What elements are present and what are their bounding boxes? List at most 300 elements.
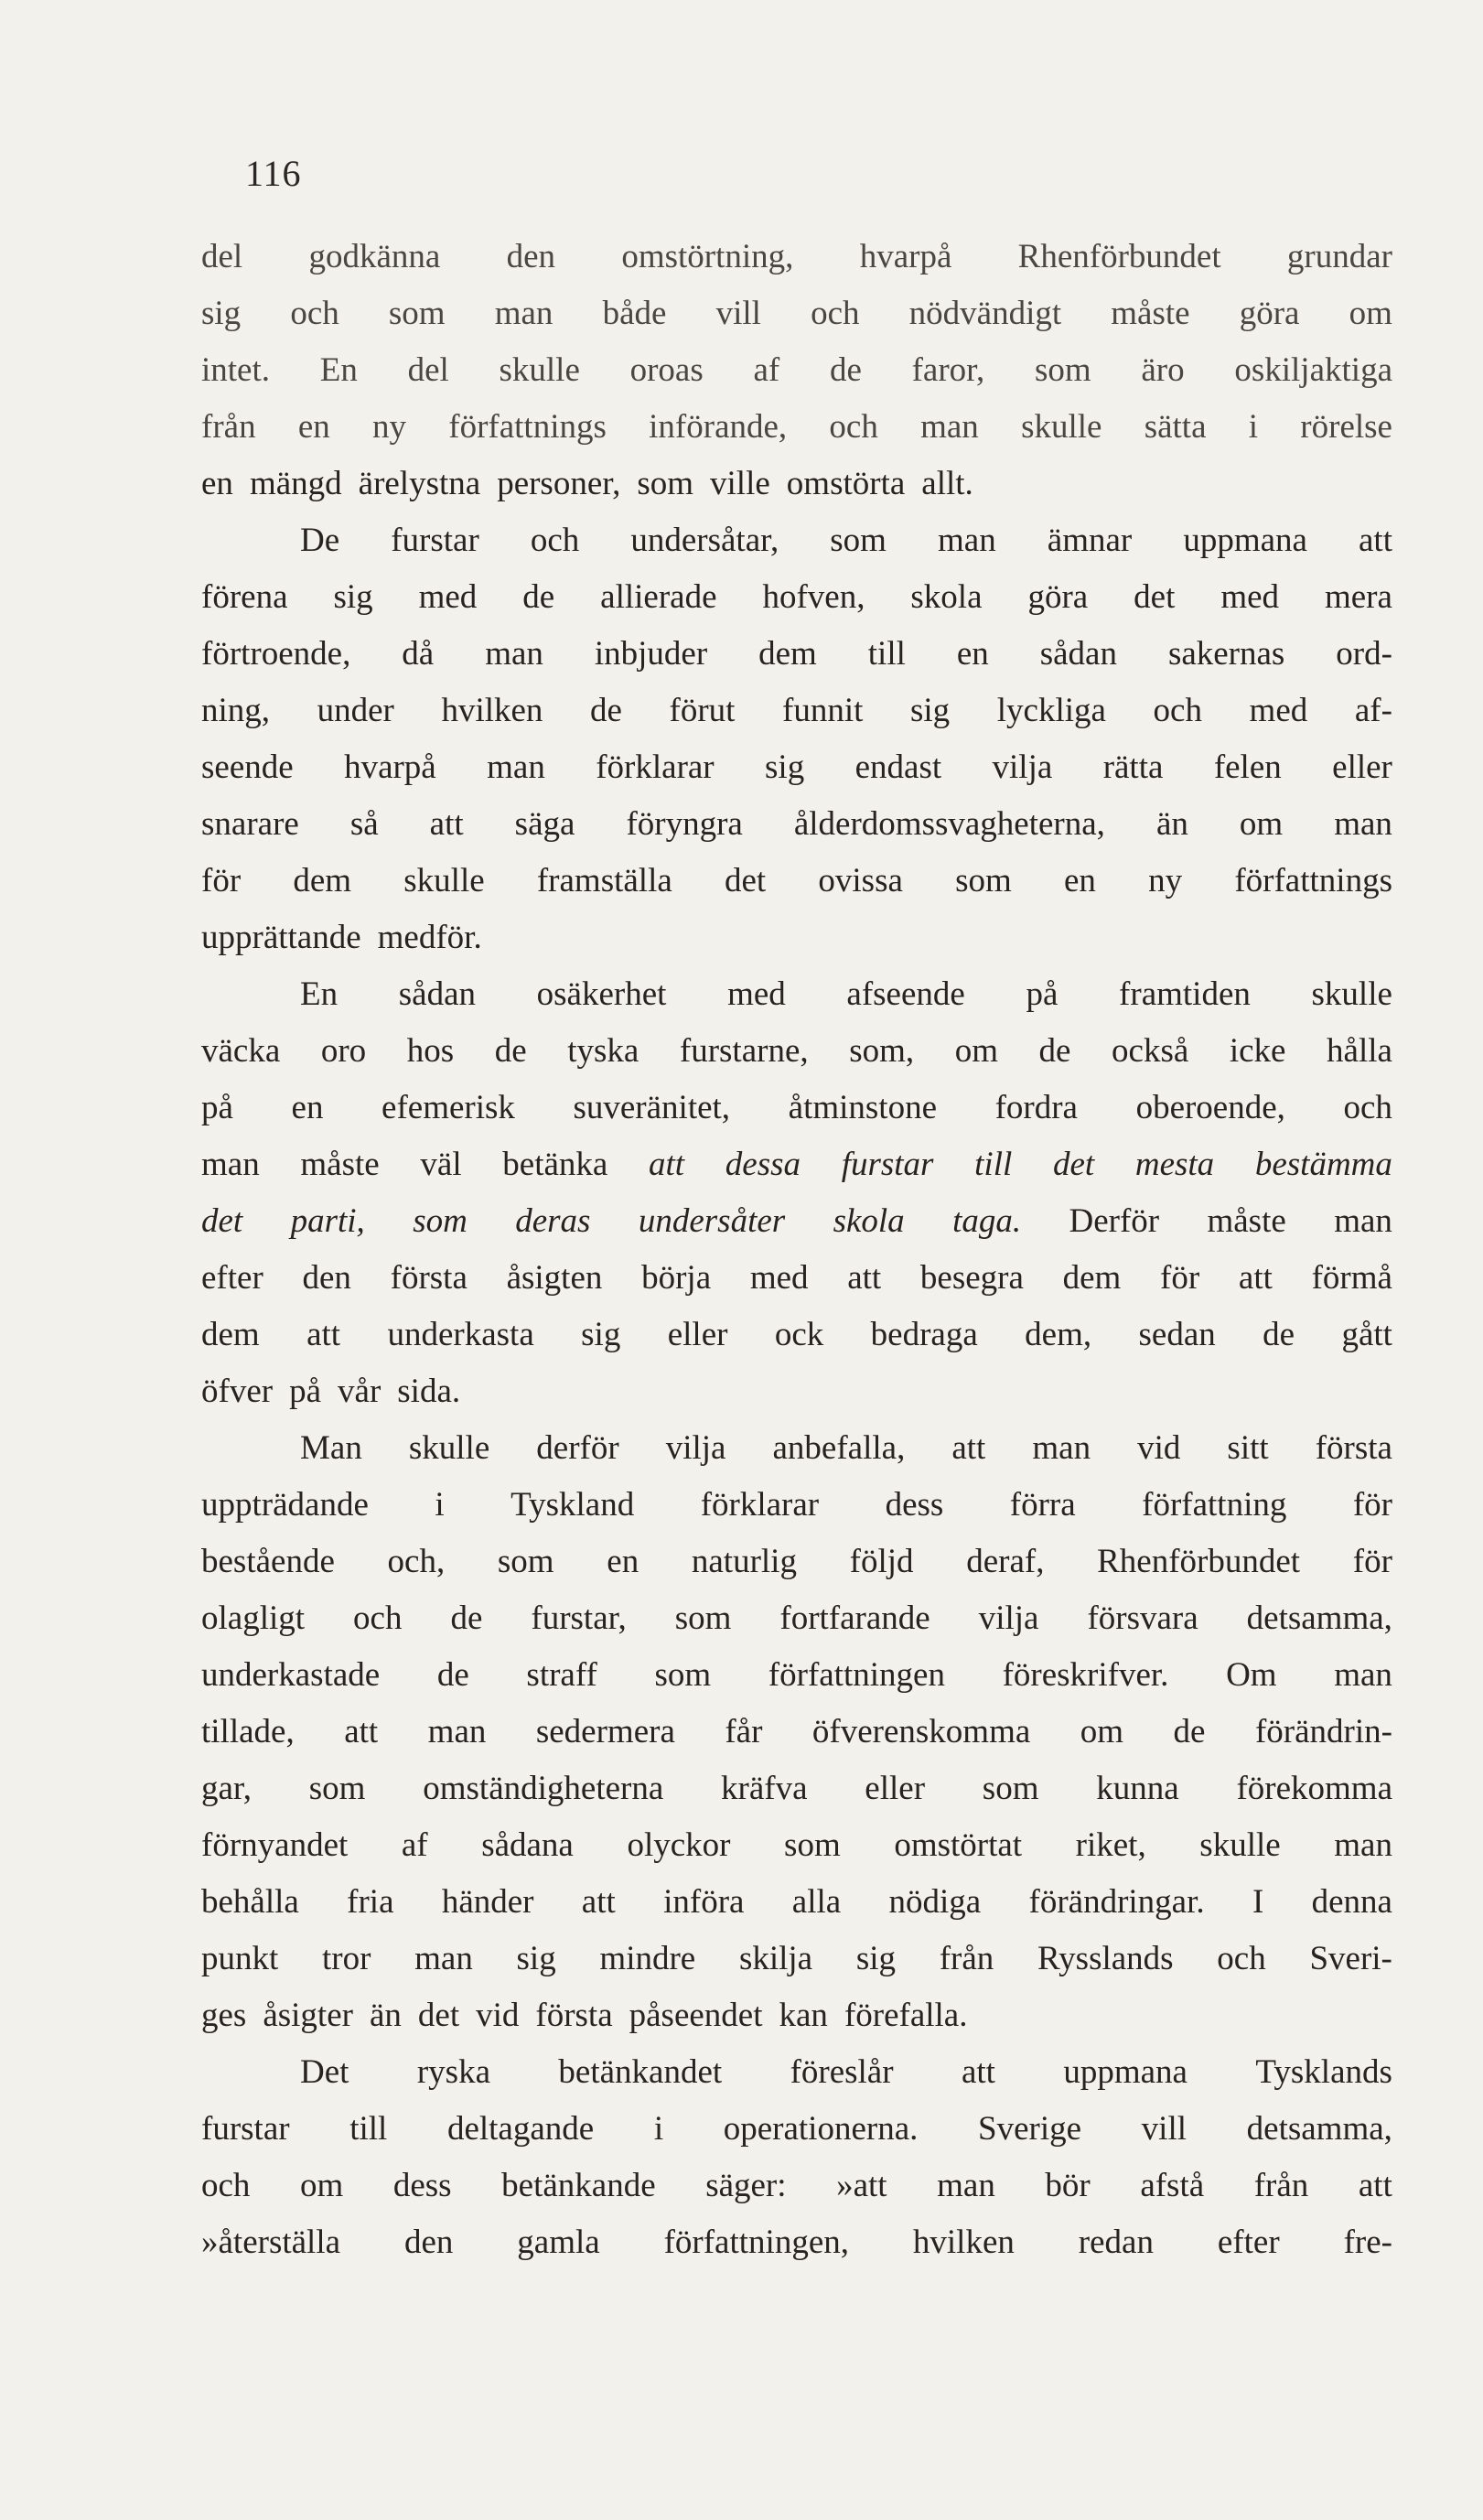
- word: betänkande: [501, 2167, 656, 2204]
- word: måste: [1207, 1202, 1286, 1240]
- word: Derför: [1069, 1202, 1160, 1240]
- word: på: [289, 1373, 322, 1410]
- word: kräfva: [721, 1770, 808, 1807]
- word: vill: [1141, 2110, 1187, 2148]
- word: endast: [854, 748, 942, 786]
- word: skulle: [403, 862, 485, 899]
- word: dess: [885, 1486, 944, 1524]
- word: på: [1026, 975, 1059, 1013]
- word: furstar,: [531, 1599, 627, 1637]
- word: ny: [1148, 862, 1183, 899]
- word: osäkerhet: [536, 975, 667, 1013]
- word: rätta: [1102, 748, 1164, 786]
- word: man: [938, 522, 996, 559]
- text-line: [201, 966, 1392, 1023]
- word: sig: [333, 578, 373, 616]
- word: vill: [715, 295, 761, 332]
- text-line: [201, 1761, 1392, 1817]
- word: de: [1263, 1316, 1295, 1353]
- word: Sveri-: [1309, 1940, 1392, 1977]
- word: det: [417, 1997, 460, 2034]
- word: om: [300, 2167, 344, 2204]
- word: mängd: [249, 465, 342, 502]
- word: nödiga: [888, 1883, 982, 1921]
- word: att: [306, 1316, 341, 1353]
- word: och: [353, 1599, 403, 1637]
- word: också: [1112, 1032, 1189, 1070]
- word: fortfarande: [779, 1599, 930, 1637]
- word: deraf,: [966, 1543, 1045, 1580]
- word: ryska: [416, 2053, 490, 2091]
- word: som: [388, 295, 446, 332]
- word: tyska: [567, 1032, 639, 1070]
- word: anbefalla,: [772, 1429, 906, 1467]
- text-line: [201, 1023, 1392, 1080]
- word: faror,: [911, 351, 985, 389]
- word: omstörtning,: [621, 238, 794, 275]
- word: skulle: [408, 1429, 490, 1467]
- word: oro: [320, 1032, 367, 1070]
- word: förena: [201, 578, 288, 616]
- word: dem: [293, 862, 352, 899]
- word: betänka: [502, 1146, 608, 1183]
- word: till: [349, 2110, 388, 2148]
- text-line: [201, 1931, 1392, 1987]
- word: skulle: [1021, 408, 1102, 446]
- text-line: [201, 1647, 1392, 1704]
- word: bedraga: [870, 1316, 978, 1353]
- word: förklarar: [700, 1486, 820, 1524]
- text-line: [201, 456, 1392, 512]
- word: på: [201, 1089, 233, 1126]
- word: Rhenförbundet: [1017, 238, 1221, 275]
- word: rörelse: [1300, 408, 1392, 446]
- word: kunna: [1096, 1770, 1179, 1807]
- text-line: [201, 1874, 1392, 1931]
- text-line: [201, 796, 1392, 853]
- word: skilja: [738, 1940, 813, 1977]
- word: gamla: [517, 2224, 600, 2261]
- word: att: [951, 1429, 986, 1467]
- word: funnit: [782, 692, 864, 729]
- text-line: [201, 1704, 1392, 1761]
- word: sådana: [481, 1826, 574, 1864]
- word: sig: [581, 1316, 621, 1353]
- word: en: [201, 465, 233, 502]
- word: af: [753, 351, 780, 389]
- text-line: [201, 1363, 1392, 1420]
- word: och: [1153, 692, 1202, 729]
- word: som: [637, 465, 694, 502]
- word: besegra: [919, 1259, 1024, 1297]
- word: de: [450, 1599, 483, 1637]
- word: »att: [836, 2167, 887, 2204]
- word: vilja: [992, 748, 1053, 786]
- word: för: [1352, 1486, 1392, 1524]
- word: detsamma,: [1246, 2110, 1392, 2148]
- word: punkt: [201, 1940, 279, 1977]
- word: olyckor: [627, 1826, 731, 1864]
- word: furstar: [391, 522, 479, 559]
- word: väcka: [201, 1032, 281, 1070]
- word: De: [300, 522, 340, 559]
- word: riket,: [1075, 1826, 1146, 1864]
- word: en: [607, 1543, 639, 1580]
- word: författningen,: [663, 2224, 849, 2261]
- word: skulle: [499, 351, 580, 389]
- word: skulle: [1199, 1826, 1281, 1864]
- word: författning: [1142, 1486, 1287, 1524]
- word: sakernas: [1167, 635, 1285, 673]
- word: den: [302, 1259, 351, 1297]
- text-line: [201, 569, 1392, 626]
- word: som: [982, 1770, 1039, 1807]
- word: dem: [758, 635, 817, 673]
- word: som: [497, 1543, 554, 1580]
- word: furstarne,: [679, 1032, 809, 1070]
- word: man: [201, 1146, 260, 1183]
- text-line: [201, 1136, 1392, 1193]
- word: författnings: [1234, 862, 1392, 899]
- word: ville: [710, 465, 770, 502]
- word: personer,: [497, 465, 621, 502]
- word: som: [308, 1770, 366, 1807]
- word: sedan: [1138, 1316, 1216, 1353]
- word: sida.: [397, 1373, 461, 1410]
- word: sig: [516, 1940, 556, 1977]
- word: författnings: [448, 408, 607, 446]
- word: under: [317, 692, 394, 729]
- word: mindre: [599, 1940, 696, 1977]
- word: till: [867, 635, 906, 673]
- word: sätta: [1144, 408, 1207, 446]
- word: från: [1253, 2167, 1309, 2204]
- word: vid: [1137, 1429, 1181, 1467]
- word: för: [1352, 1543, 1392, 1580]
- word: de: [829, 351, 862, 389]
- text-line: [201, 1590, 1392, 1647]
- word: både: [602, 295, 667, 332]
- word: medför.: [377, 919, 482, 956]
- word: införande,: [649, 408, 788, 446]
- word: suveränitet,: [573, 1089, 731, 1126]
- word: underkasta: [387, 1316, 534, 1353]
- word: afseende: [846, 975, 965, 1013]
- word: undersåtar,: [630, 522, 779, 559]
- word: försvara: [1087, 1599, 1198, 1637]
- word: alla: [791, 1883, 842, 1921]
- body-text: [201, 229, 1392, 2271]
- word: oberoende,: [1135, 1089, 1285, 1126]
- word: felen: [1213, 748, 1282, 786]
- word: vår: [338, 1373, 381, 1410]
- word: förekomma: [1236, 1770, 1392, 1807]
- word: bör: [1045, 2167, 1091, 2204]
- word: fre-: [1343, 2224, 1392, 2261]
- text-line: [201, 853, 1392, 910]
- word: ock: [774, 1316, 824, 1353]
- word: afstå: [1140, 2167, 1205, 2204]
- word: godkänna: [308, 238, 441, 275]
- word: taga.: [952, 1202, 1022, 1240]
- word: dem: [201, 1316, 260, 1353]
- text-line: [201, 229, 1392, 285]
- word: del: [201, 238, 243, 275]
- word: Det: [300, 2053, 349, 2091]
- text-line: [201, 2158, 1392, 2214]
- word: omstörtat: [894, 1826, 1023, 1864]
- word: olagligt: [201, 1599, 306, 1637]
- word: än: [1155, 805, 1188, 843]
- word: förändringar.: [1028, 1883, 1205, 1921]
- word: i: [1248, 408, 1259, 446]
- word: En: [319, 351, 358, 389]
- word: om: [1349, 295, 1392, 332]
- word: »återställa: [201, 2224, 341, 2261]
- word: hvilken: [912, 2224, 1015, 2261]
- word: det: [1134, 578, 1176, 616]
- word: så: [349, 805, 379, 843]
- word: författningen: [768, 1656, 945, 1694]
- word: oskiljaktiga: [1234, 351, 1392, 389]
- word: som,: [849, 1032, 915, 1070]
- word: framställa: [536, 862, 672, 899]
- word: deras: [515, 1202, 591, 1240]
- word: det: [725, 862, 767, 899]
- word: ny: [372, 408, 407, 446]
- word: icke: [1229, 1032, 1286, 1070]
- word: dem,: [1025, 1316, 1092, 1353]
- word: ämnar: [1047, 522, 1133, 559]
- text-line: [201, 512, 1392, 569]
- word: en: [291, 1089, 324, 1126]
- text-line: [201, 1477, 1392, 1534]
- word: föreslår: [790, 2053, 894, 2091]
- word: förnyandet: [201, 1826, 349, 1864]
- word: de: [494, 1032, 527, 1070]
- word: som: [830, 522, 887, 559]
- word: upprättande: [201, 919, 361, 956]
- word: från: [201, 408, 256, 446]
- word: som: [413, 1202, 467, 1240]
- word: med: [727, 975, 786, 1013]
- word: denna: [1311, 1883, 1392, 1921]
- word: man: [1334, 805, 1392, 843]
- word: förtroende,: [201, 635, 351, 673]
- word: att: [649, 1146, 685, 1183]
- word: nödvändigt: [908, 295, 1062, 332]
- word: påseendet: [629, 1997, 763, 2034]
- word: att: [344, 1713, 379, 1750]
- word: efter: [1217, 2224, 1280, 2261]
- word: och: [1343, 1089, 1392, 1126]
- word: man: [485, 635, 543, 673]
- word: föryngra: [626, 805, 743, 843]
- word: uppträdande: [201, 1486, 369, 1524]
- word: hålla: [1327, 1032, 1392, 1070]
- word: derför: [536, 1429, 619, 1467]
- word: mesta: [1134, 1146, 1215, 1183]
- word: skola: [833, 1202, 905, 1240]
- word: med: [749, 1259, 809, 1297]
- word: säga: [514, 805, 575, 843]
- word: en: [1064, 862, 1096, 899]
- word: än: [369, 1997, 402, 2034]
- word: och,: [387, 1543, 446, 1580]
- word: vid: [476, 1997, 520, 2034]
- word: att: [429, 805, 464, 843]
- word: ovissa: [818, 862, 903, 899]
- text-line: [201, 1987, 1392, 2044]
- word: med: [418, 578, 478, 616]
- word: öfver: [201, 1373, 274, 1410]
- word: man: [1032, 1429, 1091, 1467]
- word: furstar: [201, 2110, 290, 2148]
- word: med: [1220, 578, 1280, 616]
- word: införa: [663, 1883, 745, 1921]
- word: vilja: [665, 1429, 726, 1467]
- text-line: [201, 2101, 1392, 2158]
- word: sig: [201, 295, 242, 332]
- word: intet.: [201, 351, 271, 389]
- word: lyckliga: [996, 692, 1106, 729]
- word: man: [487, 748, 545, 786]
- word: man: [1334, 1826, 1392, 1864]
- word: uppmana: [1063, 2053, 1187, 2091]
- word: hvarpå: [344, 748, 436, 786]
- word: dessa: [725, 1146, 801, 1183]
- word: väl: [420, 1146, 462, 1183]
- word: i: [653, 2110, 664, 2148]
- word: första: [1315, 1429, 1392, 1467]
- word: gar,: [201, 1770, 253, 1807]
- text-line: [201, 910, 1392, 966]
- word: och: [829, 408, 878, 446]
- word: förefalla.: [844, 1997, 968, 2034]
- word: snarare: [201, 805, 299, 843]
- word: att: [961, 2053, 995, 2091]
- word: till: [974, 1146, 1013, 1183]
- text-line: [201, 1193, 1392, 1250]
- word: dem: [1062, 1259, 1122, 1297]
- word: man: [494, 295, 553, 332]
- word: uppmana: [1183, 522, 1307, 559]
- word: att: [1238, 1259, 1273, 1297]
- word: underkastade: [201, 1656, 381, 1694]
- word: oroas: [629, 351, 704, 389]
- word: förut: [669, 692, 736, 729]
- word: följd: [849, 1543, 914, 1580]
- word: skulle: [1311, 975, 1392, 1013]
- word: redan: [1078, 2224, 1154, 2261]
- word: göra: [1239, 295, 1300, 332]
- word: om: [954, 1032, 998, 1070]
- word: måste: [1111, 295, 1190, 332]
- word: att: [1358, 2167, 1392, 2204]
- word: Tysklands: [1255, 2053, 1392, 2091]
- word: operationerna.: [723, 2110, 919, 2148]
- word: vilja: [978, 1599, 1039, 1637]
- word: i: [435, 1486, 445, 1524]
- word: om: [1080, 1713, 1124, 1750]
- word: ning,: [201, 692, 271, 729]
- text-line: [201, 2214, 1392, 2271]
- word: gått: [1341, 1316, 1392, 1353]
- word: att: [1359, 522, 1392, 559]
- word: seende: [201, 748, 294, 786]
- word: som: [1034, 351, 1091, 389]
- word: efter: [201, 1259, 263, 1297]
- word: allt.: [921, 465, 973, 502]
- word: att: [847, 1259, 882, 1297]
- text-line: [201, 626, 1392, 683]
- word: den: [403, 2224, 454, 2261]
- word: och: [201, 2167, 251, 2204]
- word: Rhenförbundet: [1097, 1543, 1301, 1580]
- word: säger:: [705, 2167, 787, 2204]
- word: grundar: [1286, 238, 1392, 275]
- word: som: [784, 1826, 841, 1864]
- text-line: [201, 1307, 1392, 1363]
- word: del: [407, 351, 449, 389]
- text-line: [201, 399, 1392, 456]
- word: får: [725, 1713, 763, 1750]
- word: eller: [1332, 748, 1392, 786]
- word: allierade: [600, 578, 717, 616]
- word: med: [1249, 692, 1308, 729]
- word: hofven,: [762, 578, 865, 616]
- text-line: [201, 1250, 1392, 1307]
- word: man: [1334, 1656, 1392, 1694]
- word: mera: [1324, 578, 1392, 616]
- word: de: [522, 578, 555, 616]
- word: hos: [406, 1032, 455, 1070]
- word: göra: [1027, 578, 1089, 616]
- word: sedermera: [535, 1713, 675, 1750]
- word: sig: [855, 1940, 896, 1977]
- word: bestämma: [1254, 1146, 1392, 1183]
- word: föreskrifver.: [1002, 1656, 1169, 1694]
- word: ges: [201, 1997, 247, 2034]
- word: Man: [300, 1429, 362, 1467]
- text-line: [201, 2044, 1392, 2101]
- word: I: [1252, 1883, 1264, 1921]
- word: de: [590, 692, 622, 729]
- word: tror: [321, 1940, 371, 1977]
- word: då: [402, 635, 435, 673]
- word: fria: [347, 1883, 394, 1921]
- word: och: [530, 522, 580, 559]
- word: Sverige: [978, 2110, 1082, 2148]
- word: man: [937, 2167, 995, 2204]
- word: en: [297, 408, 330, 446]
- word: kan: [779, 1997, 828, 2034]
- word: hvilken: [441, 692, 543, 729]
- text-line: [201, 739, 1392, 796]
- word: furstar: [841, 1146, 934, 1183]
- word: första: [535, 1997, 613, 2034]
- word: ärelystna: [358, 465, 481, 502]
- word: man: [920, 408, 979, 446]
- word: af: [401, 1826, 428, 1864]
- text-line: [201, 1817, 1392, 1874]
- word: af-: [1354, 692, 1392, 729]
- word: eller: [667, 1316, 728, 1353]
- word: deltagande: [446, 2110, 595, 2148]
- word: äro: [1141, 351, 1185, 389]
- word: åsigten: [506, 1259, 603, 1297]
- word: måste: [300, 1146, 380, 1183]
